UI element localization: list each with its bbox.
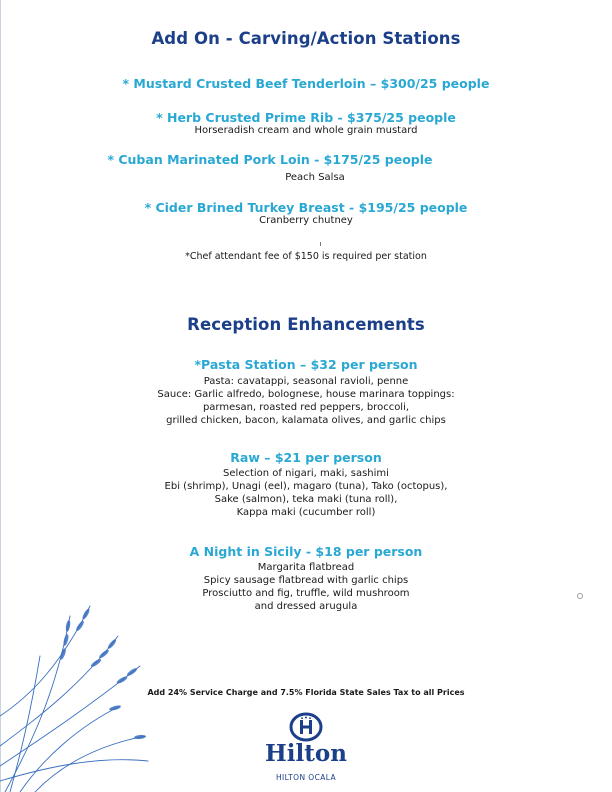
carving-item-prime-rib-title: * Herb Crusted Prime Rib - $375/25 people: [156, 110, 456, 125]
tax-note: Add 24% Service Charge and 7.5% Florida State Sales Tax to all Prices: [147, 688, 465, 697]
hilton-logo: [256, 710, 356, 790]
carving-item-pork-desc: Peach Salsa: [285, 172, 345, 183]
pasta-line-2: Sauce: Garlic alfredo, bolognese, house marinara toppings:: [157, 389, 455, 400]
raw-line-4: Kappa maki (cucumber roll): [236, 507, 376, 518]
pasta-line-1: Pasta: cavatappi, seasonal ravioli, penne: [203, 376, 409, 387]
chef-fee-note: *Chef attendant fee of $150 is required per station: [185, 251, 427, 262]
hilton-wordmark: Hilton: [265, 740, 347, 767]
reception-section-title: Reception Enhancements: [187, 315, 425, 334]
sicily-line-2: Spicy sausage flatbread with garlic chips: [203, 575, 409, 586]
hilton-location: HILTON OCALA: [275, 773, 337, 782]
carving-section-title: Add On - Carving/Action Stations: [151, 29, 461, 48]
pasta-station-title: *Pasta Station – $32 per person: [194, 357, 418, 372]
raw-station-title: Raw – $21 per person: [230, 450, 382, 465]
stray-dot: [577, 593, 583, 599]
carving-item-beef-title: * Mustard Crusted Beef Tenderloin – $300/25 people: [122, 76, 490, 91]
sicily-line-4: and dressed arugula: [254, 601, 358, 612]
sicily-line-1: Margarita flatbread: [257, 562, 355, 573]
raw-line-1: Selection of nigari, maki, sashimi: [223, 468, 389, 479]
raw-line-2: Ebi (shrimp), Unagi (eel), magaro (tuna), Tako (octopus),: [164, 481, 448, 492]
pasta-line-3: parmesan, roasted red peppers, broccoli,: [202, 402, 410, 413]
carving-item-pork-title: * Cuban Marinated Pork Loin - $175/25 people: [107, 152, 433, 167]
stray-mark: [320, 242, 321, 246]
carving-item-turkey-title: * Cider Brined Turkey Breast - $195/25 people: [144, 200, 468, 215]
sicily-line-3: Prosciutto and fig, truffle, wild mushroom: [202, 588, 410, 599]
sicily-station-title: A Night in Sicily - $18 per person: [189, 544, 423, 559]
hilton-h-logo-icon: [289, 712, 323, 742]
carving-item-turkey-desc: Cranberry chutney: [259, 215, 353, 226]
raw-line-3: Sake (salmon), teka maki (tuna roll),: [214, 494, 398, 505]
carving-item-prime-rib-desc: Horseradish cream and whole grain mustard: [194, 125, 418, 136]
pasta-line-4: grilled chicken, bacon, kalamata olives, and garlic chips: [166, 415, 446, 426]
